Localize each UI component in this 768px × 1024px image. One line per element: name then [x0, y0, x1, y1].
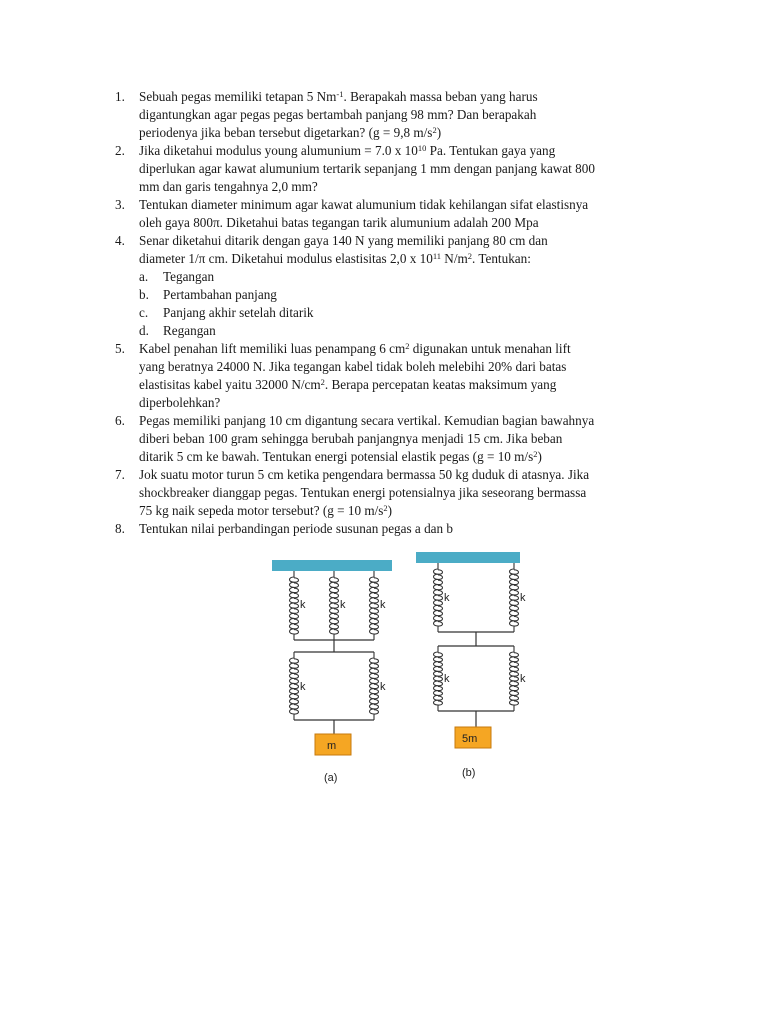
subitem-text: Pertambahan panjang: [163, 287, 277, 302]
spring-coil: [370, 571, 379, 640]
question-text-line: [139, 358, 566, 376]
superscript: 2: [432, 125, 437, 135]
text-segment: . Berapakah massa beban yang harus: [343, 89, 538, 104]
superscript: -1: [336, 89, 344, 99]
question-text-line: [139, 88, 538, 106]
text-segment: Sebuah pegas memiliki tetapan 5 Nm: [139, 89, 337, 104]
question-text-line: [139, 214, 539, 232]
spring-coil: [510, 563, 519, 632]
text-segment: ditarik 5 cm ke bawah. Tentukan energi potensial elastik pegas (g = 10 m/s: [139, 449, 534, 464]
text-segment: Tentukan diameter minimum agar kawat alumunium tidak kehilangan sifat elastisnya: [139, 197, 589, 212]
spring-label: k: [444, 592, 450, 604]
spring-coil: [330, 571, 339, 640]
text-segment: Jok suatu motor turun 5 cm ketika pengendara bermassa 50 kg duduk di atasnya. Jika: [139, 467, 590, 482]
ceiling-bar-a: [272, 560, 392, 571]
subitem-text: Panjang akhir setelah ditarik: [163, 305, 314, 320]
mass-label: m: [327, 740, 337, 752]
superscript: 2: [467, 251, 472, 261]
question-text-line: [139, 466, 589, 484]
question-number: 6.: [115, 413, 125, 428]
superscript: 2: [320, 377, 325, 387]
question-text-line: [139, 502, 392, 520]
text-segment: ): [436, 125, 442, 140]
spring-coil: [434, 563, 443, 632]
question-text-line: [139, 520, 453, 538]
question-text-line: [139, 340, 571, 358]
subitem-text: Regangan: [163, 323, 216, 338]
question-text-line: [139, 412, 594, 430]
text-segment: ): [387, 503, 393, 518]
question-number: 1.: [115, 89, 125, 104]
text-segment: Kabel penahan lift memiliki luas penampang 6 cm: [139, 341, 406, 356]
text-segment: digunakan untuk menahan lift: [409, 341, 571, 356]
spring-label: k: [520, 673, 526, 685]
text-segment: ): [537, 449, 542, 464]
mass-label: 5m: [462, 733, 478, 745]
subitem-letter: b.: [139, 287, 149, 302]
text-segment: Pa. Tentukan gaya yang: [426, 143, 556, 158]
spring-coil: [434, 646, 443, 711]
text-segment: yang beratnya 24000 N. Jika tegangan kabel tidak boleh melebihi 20% dari batas: [139, 359, 567, 374]
subitem-text: Tegangan: [163, 269, 215, 284]
spring-coil: [290, 652, 299, 720]
question-number: 4.: [115, 233, 125, 248]
question-text-line: [139, 394, 220, 412]
superscript: 11: [432, 251, 441, 261]
question-text-line: [139, 142, 555, 160]
text-segment: elastisitas kabel yaitu 32000 N/cm: [139, 377, 321, 392]
spring-coil: [370, 652, 379, 720]
question-text-line: [139, 232, 548, 250]
question-text-line: [139, 376, 556, 394]
text-segment: shockbreaker dianggap pegas. Tentukan energi potensialnya jika seseorang bermassa: [139, 485, 587, 500]
text-segment: diberi beban 100 gram sehingga berubah panjangnya menjadi 15 cm. Jika beban: [139, 431, 563, 446]
question-number: 5.: [115, 341, 125, 356]
text-segment: digantungkan agar pegas pegas bertambah panjang 98 mm? Dan berapakah: [139, 107, 537, 122]
ceiling-bar-b: [416, 552, 520, 563]
text-segment: Pegas memiliki panjang 10 cm digantung secara vertikal. Kemudian bagian bawahnya: [139, 413, 595, 428]
spring-label: k: [380, 599, 386, 611]
text-segment: mm dan garis tengahnya 2,0 mm?: [139, 179, 318, 194]
subitem-letter: d.: [139, 323, 149, 338]
spring-diagram: [264, 548, 530, 794]
spring-label: k: [520, 592, 526, 604]
superscript: 2: [383, 503, 388, 513]
question-number: 2.: [115, 143, 125, 158]
superscript: 10: [417, 143, 427, 153]
subitem-letter: c.: [139, 305, 149, 320]
text-segment: . Tentukan:: [472, 251, 531, 266]
caption-a: (a): [324, 772, 338, 784]
question-number: 3.: [115, 197, 125, 212]
text-segment: Senar diketahui ditarik dengan gaya 140 N yang memiliki panjang 80 cm dan: [139, 233, 548, 248]
subitem-letter: a.: [139, 269, 149, 284]
question-text-line: [139, 448, 542, 466]
text-segment: periodenya jika beban tersebut digetarkan? (g = 9,8 m/s: [139, 125, 433, 140]
superscript: 2: [533, 449, 538, 459]
text-segment: Tentukan nilai perbandingan periode susunan pegas a dan b: [139, 521, 454, 536]
question-number: 7.: [115, 467, 125, 482]
text-segment: diperlukan agar kawat alumunium tertarik sepanjang 1 mm dengan panjang kawat 800: [139, 161, 595, 176]
question-text-line: [139, 124, 441, 142]
question-text-line: [139, 250, 531, 268]
question-text-line: [139, 484, 586, 502]
text-segment: diameter 1/π cm. Diketahui modulus elastisitas 2,0 x 10: [139, 251, 433, 266]
question-number: 8.: [115, 521, 125, 536]
text-segment: oleh gaya 800π. Diketahui batas tegangan tarik alumunium adalah 200 Mpa: [139, 215, 539, 230]
text-segment: N/m: [441, 251, 468, 266]
question-text-line: [139, 430, 562, 448]
superscript: 2: [405, 341, 410, 351]
question-text-line: [139, 178, 318, 196]
spring-label: k: [444, 673, 450, 685]
spring-label: k: [300, 599, 306, 611]
text-segment: Jika diketahui modulus young alumunium = 7.0 x 10: [139, 143, 418, 158]
text-segment: 75 kg naik sepeda motor tersebut? (g = 10 m/s: [139, 503, 384, 518]
spring-label: k: [340, 599, 346, 611]
spring-coil: [290, 571, 299, 640]
spring-coil: [510, 646, 519, 711]
text-segment: . Berapa percepatan keatas maksimum yang: [324, 377, 557, 392]
text-segment: diperbolehkan?: [139, 395, 221, 410]
caption-b: (b): [462, 767, 476, 779]
question-text-line: [139, 106, 536, 124]
question-text-line: [139, 160, 595, 178]
spring-label: k: [380, 681, 386, 693]
spring-label: k: [300, 681, 306, 693]
question-text-line: [139, 196, 588, 214]
